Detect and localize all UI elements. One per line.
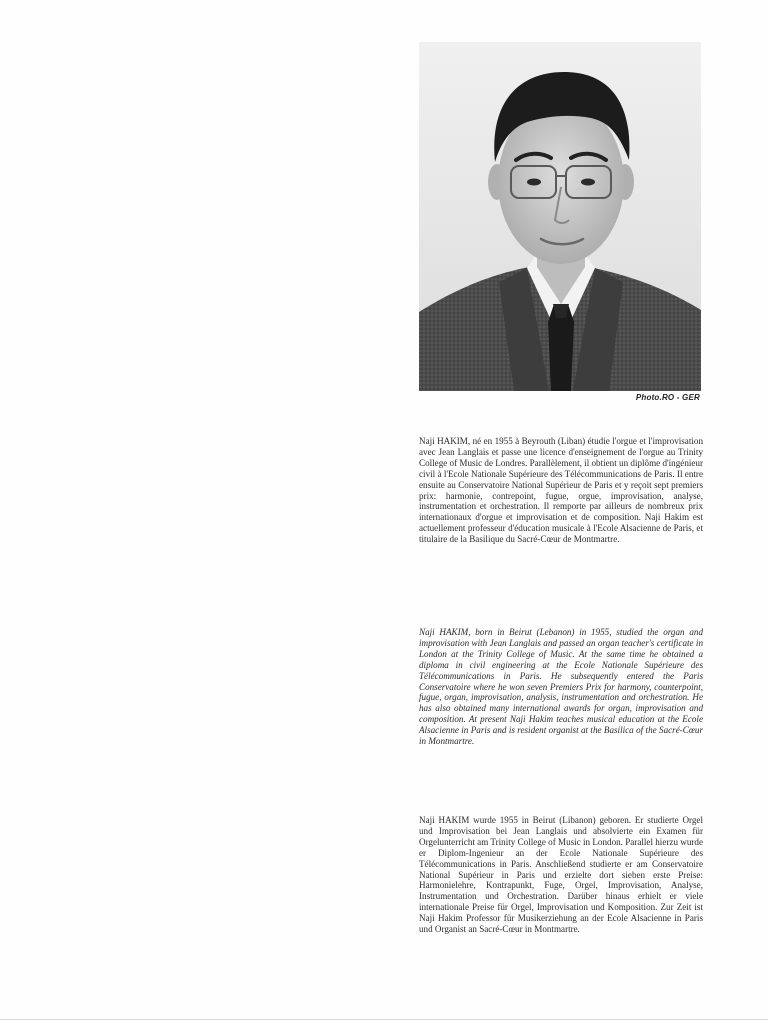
biography-french: Naji HAKIM, né en 1955 à Beyrouth (Liban) étudie l'orgue et l'improvisation avec Jean Langlais et passe une licence d'enseignement de l'orgue au Trinity College of Music de Londres. Parallèlement, il obtient un diplôme d'ingénieur civil à l'Ecole Nationale Supérieure des Télécommunications de Paris. Il entre ensuite au Conservatoire National Supérieur de Paris et y reçoit sept premiers prix: harmonie, contrepoint, fugue, orgue, improvisation, analyse, instrumentation et orchestration. Il remporte par ailleurs de nombreux prix internationaux d'orgue et improvisation et de composition. Naji Hakim est actuellement professeur d'éducation musicale à l'Ecole Alsacienne de Paris, et titulaire de la Basilique du Sacré-Cœur de Montmartre.	[419, 436, 703, 545]
biography-german: Naji HAKIM wurde 1955 in Beirut (Libanon) geboren. Er studierte Orgel und Improvisation bei Jean Langlais und absolvierte ein Examen für Orgelunterricht am Trinity College of Music in London. Parallel hierzu wurde er Diplom-Ingenieur an der Ecole Nationale Supérieure des Télécommunications in Paris. Anschließend studierte er am Conservatoire National Supérieur in Paris und erzielte dort sieben erste Preise: Harmonielehre, Kontrapunkt, Fuge, Orgel, Improvisation, Analyse, Instrumentation und Orchestration. Darüber hinaus erhielt er viele internationale Preise für Orgel, Improvisation und Komposition. Zur Zeit ist Naji Hakim Professor für Musikerziehung an der Ecole Alsacienne in Paris und Organist an Sacré-Cœur in Montmartre.	[419, 815, 703, 935]
portrait-illustration	[419, 42, 701, 391]
portrait-photo	[419, 42, 701, 391]
photo-credit: Photo.RO - GER	[635, 393, 700, 402]
page-bottom-edge	[0, 1019, 768, 1020]
biography-english: Naji HAKIM, born in Beirut (Lebanon) in 1955, studied the organ and improvisation with Jean Langlais and passed an organ teacher's certificate in London at the Trinity College of Music. At the same time he obtained a diploma in civil engineering at the Ecole Nationale Supérieure des Télécommunications in Paris. He subsequently entered the Paris Conservatoire where he won seven Premiers Prix for harmony, counterpoint, fugue, organ, improvisation, analysis, instrumentation and orchestration. He has also obtained many international awards for organ, improvisation and composition. At present Naji Hakim teaches musical education at the Ecole Alsacienne in Paris and is resident organist at the Basilica of the Sacré-Cœur in Montmartre.	[419, 627, 703, 747]
